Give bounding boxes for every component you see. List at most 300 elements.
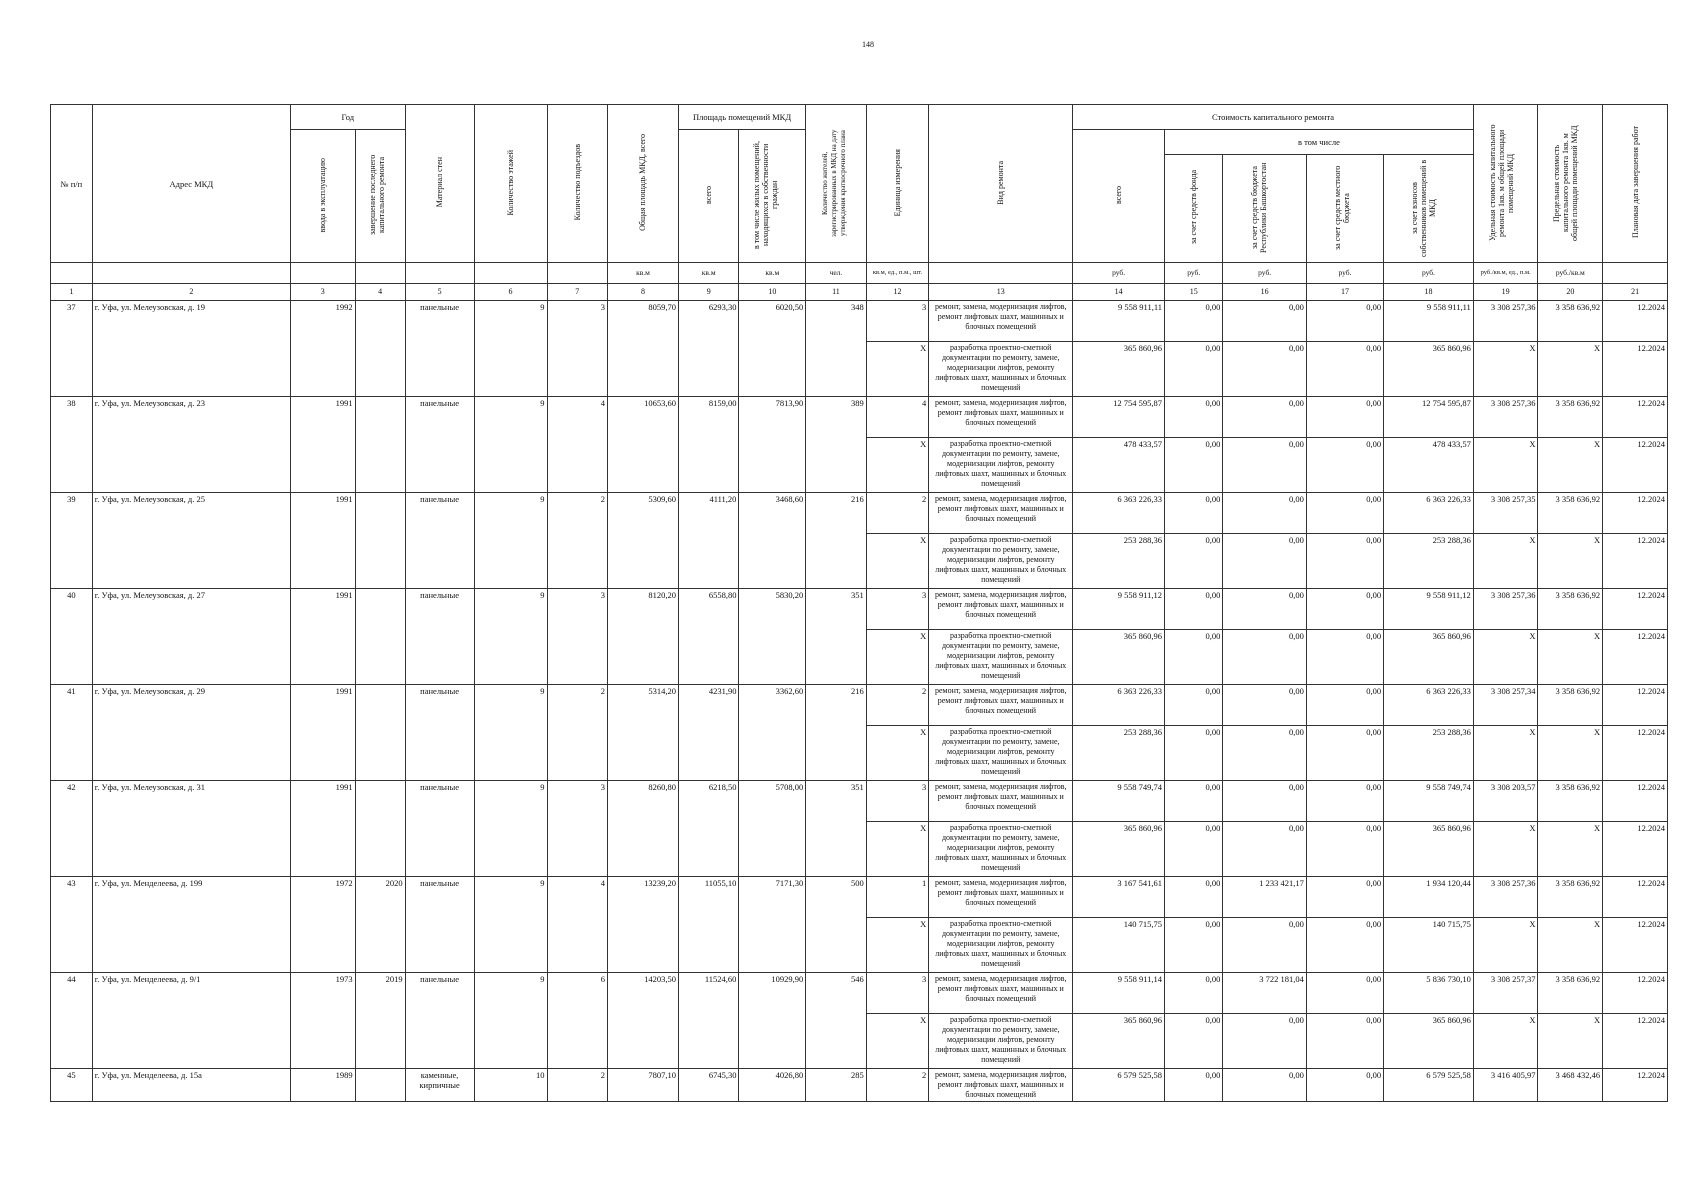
total-area-cell: 8120,20	[608, 589, 679, 685]
row-number: 42	[51, 781, 93, 877]
owned-area-cell: 5708,00	[739, 781, 806, 877]
max-cost-cell: 3 468 432,46	[1538, 1069, 1603, 1102]
quantity-cell: 2	[866, 1069, 929, 1102]
deadline-cell: 12.2024	[1603, 685, 1668, 726]
local-budget-cell: 0,00	[1306, 726, 1383, 781]
unit-cost-cell: X	[1473, 726, 1538, 781]
residents-cell: 348	[806, 301, 867, 397]
cost-total-cell: 6 579 525,58	[1073, 1069, 1165, 1102]
hdr-rb-budget: за счет средств бюджета Республики Башкортостан	[1223, 155, 1306, 263]
max-cost-cell: X	[1538, 630, 1603, 685]
year-repair-cell	[355, 301, 405, 397]
wall-material-cell: панельные	[405, 493, 474, 589]
max-cost-cell: X	[1538, 726, 1603, 781]
year-repair-cell	[355, 685, 405, 781]
entrances-cell: 3	[547, 781, 608, 877]
fund-cell: 0,00	[1165, 822, 1223, 877]
work-type-cell: ремонт, замена, модернизация лифтов, ремонт лифтовых шахт, машинных и блочных помещений	[929, 877, 1073, 918]
cost-total-cell: 9 558 911,11	[1073, 301, 1165, 342]
quantity-cell: 3	[866, 589, 929, 630]
row-number: 40	[51, 589, 93, 685]
total-area-cell: 7807,10	[608, 1069, 679, 1102]
total-area-cell: 10653,60	[608, 397, 679, 493]
deadline-cell: 12.2024	[1603, 973, 1668, 1014]
owners-cell: 365 860,96	[1384, 342, 1474, 397]
cost-total-cell: 3 167 541,61	[1073, 877, 1165, 918]
deadline-cell: 12.2024	[1603, 726, 1668, 781]
local-budget-cell: 0,00	[1306, 301, 1383, 342]
residents-cell: 500	[806, 877, 867, 973]
quantity-cell: 1	[866, 877, 929, 918]
residents-cell: 351	[806, 781, 867, 877]
premises-area-cell: 6558,80	[678, 589, 739, 685]
local-budget-cell: 0,00	[1306, 918, 1383, 973]
total-area-cell: 5314,20	[608, 685, 679, 781]
wall-material-cell: панельные	[405, 397, 474, 493]
premises-area-cell: 6218,50	[678, 781, 739, 877]
owners-cell: 12 754 595,87	[1384, 397, 1474, 438]
unit-cost-cell: 3 308 257,37	[1473, 973, 1538, 1014]
address-cell: г. Уфа, ул. Мелеузовская, д. 27	[92, 589, 290, 685]
year-repair-cell	[355, 1069, 405, 1102]
deadline-cell: 12.2024	[1603, 534, 1668, 589]
entrances-cell: 4	[547, 877, 608, 973]
deadline-cell: 12.2024	[1603, 438, 1668, 493]
max-cost-cell: X	[1538, 438, 1603, 493]
residents-cell: 389	[806, 397, 867, 493]
work-type-cell: ремонт, замена, модернизация лифтов, ремонт лифтовых шахт, машинных и блочных помещений	[929, 493, 1073, 534]
max-cost-cell: X	[1538, 822, 1603, 877]
entrances-cell: 3	[547, 301, 608, 397]
address-cell: г. Уфа, ул. Мелеузовская, д. 19	[92, 301, 290, 397]
owners-cell: 6 363 226,33	[1384, 493, 1474, 534]
residents-cell: 546	[806, 973, 867, 1069]
total-area-cell: 13239,20	[608, 877, 679, 973]
table-row	[51, 397, 1668, 438]
fund-cell: 0,00	[1165, 342, 1223, 397]
table-row	[51, 973, 1668, 1014]
premises-area-cell: 11524,60	[678, 973, 739, 1069]
hdr-work-type: Вид ремонта	[929, 105, 1073, 263]
deadline-cell: 12.2024	[1603, 342, 1668, 397]
owners-cell: 253 288,36	[1384, 534, 1474, 589]
deadline-cell: 12.2024	[1603, 1014, 1668, 1069]
floors-cell: 9	[474, 877, 547, 973]
floors-cell: 9	[474, 781, 547, 877]
max-cost-cell: 3 358 636,92	[1538, 589, 1603, 630]
floors-cell: 10	[474, 1069, 547, 1102]
wall-material-cell: панельные	[405, 301, 474, 397]
unit-cost-cell: X	[1473, 918, 1538, 973]
cost-total-cell: 6 363 226,33	[1073, 493, 1165, 534]
hdr-number: № п/п	[51, 105, 93, 263]
unit-cost-cell: 3 308 257,36	[1473, 397, 1538, 438]
premises-area-cell: 4111,20	[678, 493, 739, 589]
unit-cost-cell: X	[1473, 438, 1538, 493]
owned-area-cell: 7171,30	[739, 877, 806, 973]
cost-total-cell: 9 558 911,14	[1073, 973, 1165, 1014]
hdr-cost-total: всего	[1073, 130, 1165, 263]
cost-total-cell: 365 860,96	[1073, 630, 1165, 685]
owners-cell: 253 288,36	[1384, 726, 1474, 781]
unit-cost-cell: 3 308 257,36	[1473, 589, 1538, 630]
quantity-cell: X	[866, 534, 929, 589]
year-built-cell: 1991	[290, 589, 355, 685]
address-cell: г. Уфа, ул. Мелеузовская, д. 29	[92, 685, 290, 781]
hdr-residents: Количество жителей, зарегистрированных в МКД на дату утверждения краткосрочного плана	[806, 105, 867, 263]
rb-budget-cell: 0,00	[1223, 822, 1306, 877]
floors-cell: 9	[474, 397, 547, 493]
hdr-max-cost: Предельная стоимость капитального ремонта 1кв. м общей площади помещений МКД	[1538, 105, 1603, 263]
unit-cost-cell: X	[1473, 342, 1538, 397]
cost-total-cell: 140 715,75	[1073, 918, 1165, 973]
work-type-cell: разработка проектно-сметной документации по ремонту, замене, модернизации лифтов, ремонту лифтовых шахт, машинных и блочных помещений	[929, 438, 1073, 493]
hdr-units: Единица измерения	[866, 105, 929, 263]
unit-cost-cell: 3 308 257,36	[1473, 877, 1538, 918]
deadline-cell: 12.2024	[1603, 301, 1668, 342]
row-number: 37	[51, 301, 93, 397]
quantity-cell: X	[866, 342, 929, 397]
row-number: 41	[51, 685, 93, 781]
table-row	[51, 781, 1668, 822]
work-type-cell: ремонт, замена, модернизация лифтов, ремонт лифтовых шахт, машинных и блочных помещений	[929, 973, 1073, 1014]
year-built-cell: 1991	[290, 685, 355, 781]
local-budget-cell: 0,00	[1306, 589, 1383, 630]
year-repair-cell	[355, 589, 405, 685]
quantity-cell: 3	[866, 781, 929, 822]
hdr-deadline: Плановая дата завершения работ	[1603, 105, 1668, 263]
quantity-cell: X	[866, 726, 929, 781]
deadline-cell: 12.2024	[1603, 1069, 1668, 1102]
unit-cost-cell: X	[1473, 534, 1538, 589]
local-budget-cell: 0,00	[1306, 822, 1383, 877]
year-built-cell: 1973	[290, 973, 355, 1069]
max-cost-cell: 3 358 636,92	[1538, 397, 1603, 438]
year-repair-cell	[355, 781, 405, 877]
row-number: 38	[51, 397, 93, 493]
fund-cell: 0,00	[1165, 973, 1223, 1014]
row-number: 39	[51, 493, 93, 589]
quantity-cell: 2	[866, 685, 929, 726]
rb-budget-cell: 0,00	[1223, 301, 1306, 342]
floors-cell: 9	[474, 973, 547, 1069]
premises-area-cell: 11055,10	[678, 877, 739, 973]
cost-total-cell: 365 860,96	[1073, 822, 1165, 877]
deadline-cell: 12.2024	[1603, 589, 1668, 630]
entrances-cell: 6	[547, 973, 608, 1069]
local-budget-cell: 0,00	[1306, 781, 1383, 822]
year-built-cell: 1992	[290, 301, 355, 397]
residents-cell: 351	[806, 589, 867, 685]
total-area-cell: 8260,80	[608, 781, 679, 877]
local-budget-cell: 0,00	[1306, 342, 1383, 397]
hdr-address: Адрес МКД	[92, 105, 290, 263]
year-built-cell: 1989	[290, 1069, 355, 1102]
fund-cell: 0,00	[1165, 397, 1223, 438]
hdr-premises: Площадь помещений МКД	[678, 105, 805, 130]
table-row	[51, 493, 1668, 534]
hdr-local-budget: за счет средств местного бюджета	[1306, 155, 1383, 263]
quantity-cell: X	[866, 918, 929, 973]
hdr-floors: Количество этажей	[474, 105, 547, 263]
cost-total-cell: 9 558 911,12	[1073, 589, 1165, 630]
deadline-cell: 12.2024	[1603, 877, 1668, 918]
owners-cell: 365 860,96	[1384, 1014, 1474, 1069]
quantity-cell: 2	[866, 493, 929, 534]
residents-cell: 216	[806, 493, 867, 589]
row-number: 45	[51, 1069, 93, 1102]
entrances-cell: 3	[547, 589, 608, 685]
work-type-cell: ремонт, замена, модернизация лифтов, ремонт лифтовых шахт, машинных и блочных помещений	[929, 781, 1073, 822]
total-area-cell: 5309,60	[608, 493, 679, 589]
premises-area-cell: 4231,90	[678, 685, 739, 781]
quantity-cell: X	[866, 822, 929, 877]
owned-area-cell: 3362,60	[739, 685, 806, 781]
max-cost-cell: 3 358 636,92	[1538, 493, 1603, 534]
unit-cost-cell: 3 308 203,57	[1473, 781, 1538, 822]
rb-budget-cell: 0,00	[1223, 1014, 1306, 1069]
cost-total-cell: 253 288,36	[1073, 726, 1165, 781]
fund-cell: 0,00	[1165, 918, 1223, 973]
hdr-premises-owned: в том числе жилых помещений, находящихся в собственности граждан	[739, 130, 806, 263]
rb-budget-cell: 0,00	[1223, 685, 1306, 726]
hdr-year-built: ввода в эксплуатацию	[290, 130, 355, 263]
max-cost-cell: X	[1538, 534, 1603, 589]
year-repair-cell	[355, 493, 405, 589]
wall-material-cell: каменные, кирпичные	[405, 1069, 474, 1102]
unit-cost-cell: 3 308 257,35	[1473, 493, 1538, 534]
max-cost-cell: 3 358 636,92	[1538, 973, 1603, 1014]
local-budget-cell: 0,00	[1306, 877, 1383, 918]
work-type-cell: ремонт, замена, модернизация лифтов, ремонт лифтовых шахт, машинных и блочных помещений	[929, 301, 1073, 342]
address-cell: г. Уфа, ул. Мелеузовская, д. 23	[92, 397, 290, 493]
wall-material-cell: панельные	[405, 685, 474, 781]
floors-cell: 9	[474, 493, 547, 589]
entrances-cell: 2	[547, 1069, 608, 1102]
max-cost-cell: 3 358 636,92	[1538, 685, 1603, 726]
entrances-cell: 4	[547, 397, 608, 493]
table-row	[51, 301, 1668, 342]
fund-cell: 0,00	[1165, 877, 1223, 918]
hdr-owners: за счет взносов собственников помещений в МКД	[1384, 155, 1474, 263]
owned-area-cell: 10929,90	[739, 973, 806, 1069]
table-row	[51, 685, 1668, 726]
rb-budget-cell: 1 233 421,17	[1223, 877, 1306, 918]
owners-cell: 140 715,75	[1384, 918, 1474, 973]
work-type-cell: ремонт, замена, модернизация лифтов, ремонт лифтовых шахт, машинных и блочных помещений	[929, 685, 1073, 726]
rb-budget-cell: 0,00	[1223, 726, 1306, 781]
owned-area-cell: 7813,90	[739, 397, 806, 493]
residents-cell: 285	[806, 1069, 867, 1102]
hdr-unit-cost: Удельная стоимость капитального ремонта 1кв. м общей площади помещений МКД	[1473, 105, 1538, 263]
rb-budget-cell: 0,00	[1223, 493, 1306, 534]
year-repair-cell	[355, 397, 405, 493]
owners-cell: 6 579 525,58	[1384, 1069, 1474, 1102]
max-cost-cell: 3 358 636,92	[1538, 877, 1603, 918]
hdr-fund: за счет средств фонда	[1165, 155, 1223, 263]
year-repair-cell: 2019	[355, 973, 405, 1069]
deadline-cell: 12.2024	[1603, 493, 1668, 534]
owners-cell: 9 558 911,12	[1384, 589, 1474, 630]
floors-cell: 9	[474, 301, 547, 397]
owners-cell: 478 433,57	[1384, 438, 1474, 493]
work-type-cell: ремонт, замена, модернизация лифтов, ремонт лифтовых шахт, машинных и блочных помещений	[929, 1069, 1073, 1102]
local-budget-cell: 0,00	[1306, 493, 1383, 534]
owned-area-cell: 5830,20	[739, 589, 806, 685]
quantity-cell: X	[866, 1014, 929, 1069]
deadline-cell: 12.2024	[1603, 822, 1668, 877]
local-budget-cell: 0,00	[1306, 1014, 1383, 1069]
wall-material-cell: панельные	[405, 973, 474, 1069]
residents-cell: 216	[806, 685, 867, 781]
floors-cell: 9	[474, 685, 547, 781]
rb-budget-cell: 0,00	[1223, 342, 1306, 397]
max-cost-cell: 3 358 636,92	[1538, 781, 1603, 822]
max-cost-cell: X	[1538, 918, 1603, 973]
total-area-cell: 14203,50	[608, 973, 679, 1069]
year-built-cell: 1991	[290, 493, 355, 589]
row-number: 43	[51, 877, 93, 973]
deadline-cell: 12.2024	[1603, 630, 1668, 685]
address-cell: г. Уфа, ул. Менделеева, д. 9/1	[92, 973, 290, 1069]
unit-cost-cell: X	[1473, 630, 1538, 685]
row-number: 44	[51, 973, 93, 1069]
quantity-cell: X	[866, 630, 929, 685]
cost-total-cell: 365 860,96	[1073, 342, 1165, 397]
column-numbers-row: 1 2 3 4 5 6 7 8 9 10 11 12 13 14 15 16 17 18 19 20 21	[51, 284, 1668, 301]
owned-area-cell: 6020,50	[739, 301, 806, 397]
unit-cost-cell: X	[1473, 1014, 1538, 1069]
work-type-cell: ремонт, замена, модернизация лифтов, ремонт лифтовых шахт, машинных и блочных помещений	[929, 589, 1073, 630]
owners-cell: 5 836 730,10	[1384, 973, 1474, 1014]
rb-budget-cell: 0,00	[1223, 438, 1306, 493]
owned-area-cell: 3468,60	[739, 493, 806, 589]
owners-cell: 365 860,96	[1384, 630, 1474, 685]
hdr-total-area: Общая площадь МКД, всего	[608, 105, 679, 263]
local-budget-cell: 0,00	[1306, 685, 1383, 726]
rb-budget-cell: 3 722 181,04	[1223, 973, 1306, 1014]
local-budget-cell: 0,00	[1306, 1069, 1383, 1102]
rb-budget-cell: 0,00	[1223, 630, 1306, 685]
rb-budget-cell: 0,00	[1223, 534, 1306, 589]
fund-cell: 0,00	[1165, 534, 1223, 589]
cost-total-cell: 12 754 595,87	[1073, 397, 1165, 438]
hdr-wall: Материал стен	[405, 105, 474, 263]
year-built-cell: 1991	[290, 781, 355, 877]
local-budget-cell: 0,00	[1306, 973, 1383, 1014]
rb-budget-cell: 0,00	[1223, 918, 1306, 973]
address-cell: г. Уфа, ул. Мелеузовская, д. 25	[92, 493, 290, 589]
owners-cell: 365 860,96	[1384, 822, 1474, 877]
floors-cell: 9	[474, 589, 547, 685]
work-type-cell: разработка проектно-сметной документации по ремонту, замене, модернизации лифтов, ремонту лифтовых шахт, машинных и блочных помещений	[929, 726, 1073, 781]
work-type-cell: разработка проектно-сметной документации по ремонту, замене, модернизации лифтов, ремонту лифтовых шахт, машинных и блочных помещений	[929, 918, 1073, 973]
fund-cell: 0,00	[1165, 1069, 1223, 1102]
entrances-cell: 2	[547, 685, 608, 781]
total-area-cell: 8059,70	[608, 301, 679, 397]
deadline-cell: 12.2024	[1603, 397, 1668, 438]
cost-total-cell: 365 860,96	[1073, 1014, 1165, 1069]
work-type-cell: ремонт, замена, модернизация лифтов, ремонт лифтовых шахт, машинных и блочных помещений	[929, 397, 1073, 438]
entrances-cell: 2	[547, 493, 608, 589]
local-budget-cell: 0,00	[1306, 630, 1383, 685]
owners-cell: 6 363 226,33	[1384, 685, 1474, 726]
fund-cell: 0,00	[1165, 438, 1223, 493]
fund-cell: 0,00	[1165, 1014, 1223, 1069]
owned-area-cell: 4026,80	[739, 1069, 806, 1102]
quantity-cell: 3	[866, 301, 929, 342]
premises-area-cell: 6293,30	[678, 301, 739, 397]
hdr-entrances: Количество подъездов	[547, 105, 608, 263]
cost-total-cell: 253 288,36	[1073, 534, 1165, 589]
deadline-cell: 12.2024	[1603, 918, 1668, 973]
owners-cell: 9 558 749,74	[1384, 781, 1474, 822]
quantity-cell: 3	[866, 973, 929, 1014]
unit-cost-cell: 3 308 257,34	[1473, 685, 1538, 726]
work-type-cell: разработка проектно-сметной документации по ремонту, замене, модернизации лифтов, ремонту лифтовых шахт, машинных и блочных помещений	[929, 534, 1073, 589]
work-type-cell: разработка проектно-сметной документации по ремонту, замене, модернизации лифтов, ремонту лифтовых шахт, машинных и блочных помещений	[929, 342, 1073, 397]
fund-cell: 0,00	[1165, 589, 1223, 630]
max-cost-cell: 3 358 636,92	[1538, 301, 1603, 342]
address-cell: г. Уфа, ул. Мелеузовская, д. 31	[92, 781, 290, 877]
work-type-cell: разработка проектно-сметной документации по ремонту, замене, модернизации лифтов, ремонту лифтовых шахт, машинных и блочных помещений	[929, 1014, 1073, 1069]
fund-cell: 0,00	[1165, 685, 1223, 726]
units-row: кв.м кв.м кв.м чел. кв.м, ед., п.м., шт. руб. руб. руб. руб. руб. руб./кв.м, ед., п.м. руб./кв.м	[51, 263, 1668, 284]
owners-cell: 1 934 120,44	[1384, 877, 1474, 918]
cost-total-cell: 478 433,57	[1073, 438, 1165, 493]
table-row	[51, 589, 1668, 630]
work-type-cell: разработка проектно-сметной документации по ремонту, замене, модернизации лифтов, ремонту лифтовых шахт, машинных и блочных помещений	[929, 630, 1073, 685]
year-built-cell: 1991	[290, 397, 355, 493]
unit-cost-cell: X	[1473, 822, 1538, 877]
unit-cost-cell: 3 308 257,36	[1473, 301, 1538, 342]
address-cell: г. Уфа, ул. Менделеева, д. 15а	[92, 1069, 290, 1102]
quantity-cell: X	[866, 438, 929, 493]
hdr-year-repair: завершение последнего капитального ремонта	[355, 130, 405, 263]
address-cell: г. Уфа, ул. Менделеева, д. 199	[92, 877, 290, 973]
fund-cell: 0,00	[1165, 630, 1223, 685]
rb-budget-cell: 0,00	[1223, 397, 1306, 438]
hdr-incl: в том числе	[1165, 130, 1474, 155]
year-repair-cell: 2020	[355, 877, 405, 973]
rb-budget-cell: 0,00	[1223, 781, 1306, 822]
max-cost-cell: X	[1538, 1014, 1603, 1069]
table-row	[51, 1069, 1668, 1102]
unit-cost-cell: 3 416 405,97	[1473, 1069, 1538, 1102]
premises-area-cell: 6745,30	[678, 1069, 739, 1102]
hdr-cost: Стоимость капитального ремонта	[1073, 105, 1474, 130]
wall-material-cell: панельные	[405, 877, 474, 973]
quantity-cell: 4	[866, 397, 929, 438]
capital-repair-table	[50, 104, 1668, 1102]
wall-material-cell: панельные	[405, 589, 474, 685]
local-budget-cell: 0,00	[1306, 438, 1383, 493]
year-built-cell: 1972	[290, 877, 355, 973]
fund-cell: 0,00	[1165, 726, 1223, 781]
local-budget-cell: 0,00	[1306, 397, 1383, 438]
page-number: 148	[862, 40, 874, 49]
rb-budget-cell: 0,00	[1223, 589, 1306, 630]
cost-total-cell: 9 558 749,74	[1073, 781, 1165, 822]
local-budget-cell: 0,00	[1306, 534, 1383, 589]
owners-cell: 9 558 911,11	[1384, 301, 1474, 342]
deadline-cell: 12.2024	[1603, 781, 1668, 822]
table-row	[51, 877, 1668, 918]
premises-area-cell: 8159,00	[678, 397, 739, 493]
cost-total-cell: 6 363 226,33	[1073, 685, 1165, 726]
fund-cell: 0,00	[1165, 781, 1223, 822]
hdr-year: Год	[290, 105, 405, 130]
